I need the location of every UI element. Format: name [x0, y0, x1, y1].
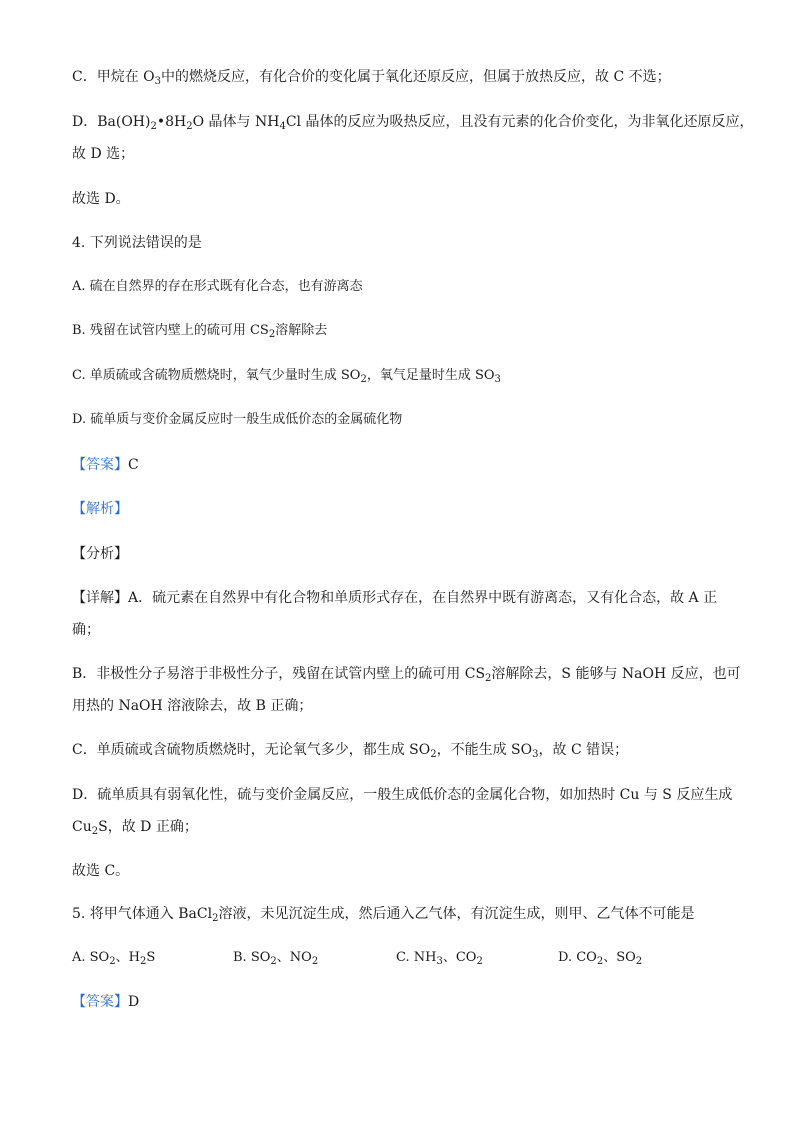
previous-conclusion: 故选 D。 — [72, 191, 130, 207]
question-4-option-a: A. 硫在自然界的存在形式既有化合态，也有游离态 — [72, 279, 363, 294]
question-5-answer: 【答案】D — [72, 994, 140, 1010]
question-4-fenxi-heading: 【分析】 — [72, 546, 128, 562]
question-4-answer: 【答案】C — [72, 457, 139, 473]
question-4-option-d: D. 硫单质与变价金属反应时一般生成低价态的金属硫化物 — [72, 412, 403, 427]
question-4-conclusion: 故选 C。 — [72, 863, 130, 879]
question-5-option-c: C. $NH_3$、$CO_2$ — [396, 950, 483, 967]
question-5-stem: 5. 将甲气体通入 BaCl$_2$溶液，未见沉淀生成，然后通入乙气体，有沉淀生成，则甲、乙气体不可能是 — [72, 906, 695, 924]
question-4-detail-a-cont: 确； — [72, 622, 100, 638]
question-4-stem: 4. 下列说法错误的是 — [72, 235, 202, 251]
option-d-explanation-cont: 故 D 选； — [72, 146, 135, 162]
question-4-detail-b-cont: 用热的 NaOH 溶液除去，故 B 正确； — [72, 698, 313, 714]
answer-label: 【答案】 — [72, 457, 128, 473]
question-5-option-d: D. $CO_2$、$SO_2$ — [558, 950, 643, 967]
question-5-option-a: A. $SO_2$、$H_2S$ — [72, 950, 156, 967]
question-4-option-b: B. 残留在试管内壁上的硫可用 $CS_2$溶解除去 — [72, 323, 328, 340]
question-4-detail-c: C．单质硫或含硫物质燃烧时，无论氧气多少，都生成 $SO_2$，不能生成 $SO_3$，故 C 错误； — [72, 742, 629, 760]
question-4-option-c: C. 单质硫或含硫物质燃烧时，氧气少量时生成 $SO_2$，氧气足量时生成 $SO_3$ — [72, 368, 501, 385]
question-4-analysis-heading: 【解析】 — [72, 501, 128, 517]
question-5-option-b: B. $SO_2$、$NO_2$ — [233, 950, 319, 967]
question-4-detail-b: B．非极性分子易溶于非极性分子，残留在试管内壁上的硫可用 $CS_2$溶解除去，S 能够与 NaOH 反应，也可 — [72, 666, 741, 684]
option-d-explanation: D．$Ba(OH)_2•8H_2O$ 晶体与 $NH_4Cl$ 晶体的反应为吸热反应，且没有元素的化合价变化，为非氧化还原反应， — [72, 114, 754, 132]
question-4-detail-d: D．硫单质具有弱氧化性，硫与变价金属反应，一般生成低价态的金属化合物，如加热时 Cu 与 S 反应生成 — [72, 787, 733, 803]
answer-label: 【答案】 — [72, 994, 128, 1010]
option-c-explanation: C．甲烷在 $O_3$中的燃烧反应，有化合价的变化属于氧化还原反应，但属于放热反应，故 C 不选； — [72, 69, 671, 87]
question-4-detail-a: 【详解】A．硫元素在自然界中有化合物和单质形式存在，在自然界中既有游离态，又有化合态，故 A 正 — [72, 590, 718, 606]
question-4-detail-d-cont: $Cu_2S$，故 D 正确； — [72, 819, 198, 837]
